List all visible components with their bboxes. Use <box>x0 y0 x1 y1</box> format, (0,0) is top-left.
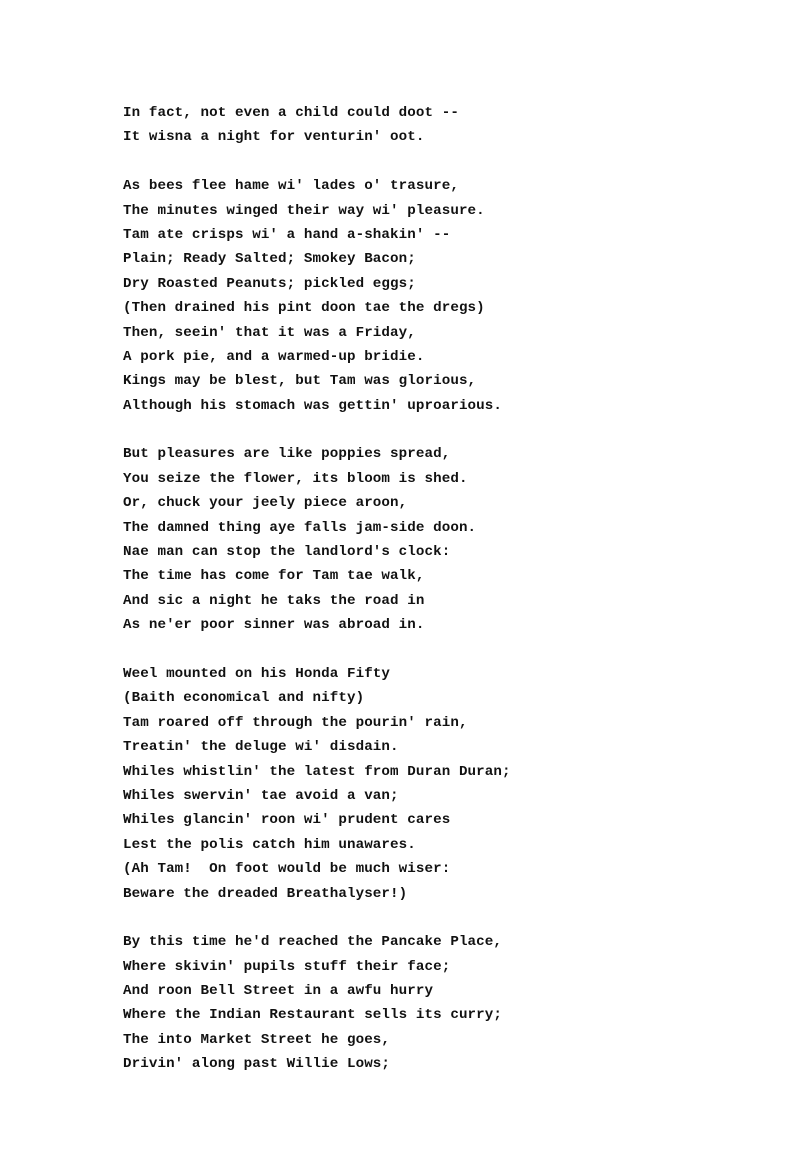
poem-line: Whiles whistlin' the latest from Duran Duran; <box>123 763 511 780</box>
poem-line: Whiles swervin' tae avoid a van; <box>123 787 399 804</box>
poem-line: Plain; Ready Salted; Smokey Bacon; <box>123 251 416 268</box>
poem-line: It wisna a night for venturin' oot. <box>123 129 425 146</box>
poem-line: Tam ate crisps wi' a hand a-shakin' -- <box>123 226 451 243</box>
poem-line: By this time he'd reached the Pancake Place, <box>123 934 503 951</box>
poem-line: The damned thing aye falls jam-side doon. <box>123 519 477 536</box>
poem-line: As ne'er poor sinner was abroad in. <box>123 617 425 634</box>
poem-line: The into Market Street he goes, <box>123 1031 391 1048</box>
stanza-4 <box>123 662 783 906</box>
stanza-5 <box>123 930 783 1076</box>
poem-line: Whiles glancin' roon wi' prudent cares <box>123 812 451 829</box>
poem-line: Treatin' the deluge wi' disdain. <box>123 739 399 756</box>
poem-line: Beware the dreaded Breathalyser!) <box>123 885 408 902</box>
poem-line: Although his stomach was gettin' uproarious. <box>123 397 503 414</box>
poem-line: Tam roared off through the pourin' rain, <box>123 714 468 731</box>
poem-line: Where the Indian Restaurant sells its curry; <box>123 1007 503 1024</box>
poem-line: And roon Bell Street in a awfu hurry <box>123 983 434 1000</box>
stanza-3 <box>123 442 783 637</box>
poem-line: Lest the polis catch him unawares. <box>123 836 416 853</box>
stanza-1 <box>123 101 783 150</box>
poem-line: (Baith economical and nifty) <box>123 690 365 707</box>
poem-body <box>123 101 783 1101</box>
poem-line: The time has come for Tam tae walk, <box>123 568 425 585</box>
poem-line: And sic a night he taks the road in <box>123 592 425 609</box>
poem-line: But pleasures are like poppies spread, <box>123 446 451 463</box>
poem-line: Weel mounted on his Honda Fifty <box>123 665 391 682</box>
poem-line: Or, chuck your jeely piece aroon, <box>123 495 408 512</box>
poem-line: (Then drained his pint doon tae the dregs) <box>123 300 485 317</box>
poem-line: (Ah Tam! On foot would be much wiser: <box>123 861 451 878</box>
poem-line: Nae man can stop the landlord's clock: <box>123 544 451 561</box>
poem-line: As bees flee hame wi' lades o' trasure, <box>123 178 459 195</box>
poem-line: You seize the flower, its bloom is shed. <box>123 470 468 487</box>
poem-line: Kings may be blest, but Tam was glorious, <box>123 373 477 390</box>
poem-line: Drivin' along past Willie Lows; <box>123 1056 391 1073</box>
poem-line: A pork pie, and a warmed-up bridie. <box>123 348 425 365</box>
poem-line: Dry Roasted Peanuts; pickled eggs; <box>123 275 416 292</box>
stanza-2 <box>123 174 783 418</box>
poem-line: In fact, not even a child could doot -- <box>123 105 459 121</box>
poem-line: Then, seein' that it was a Friday, <box>123 324 416 341</box>
poem-line: Where skivin' pupils stuff their face; <box>123 958 451 975</box>
poem-line: The minutes winged their way wi' pleasure. <box>123 202 485 219</box>
